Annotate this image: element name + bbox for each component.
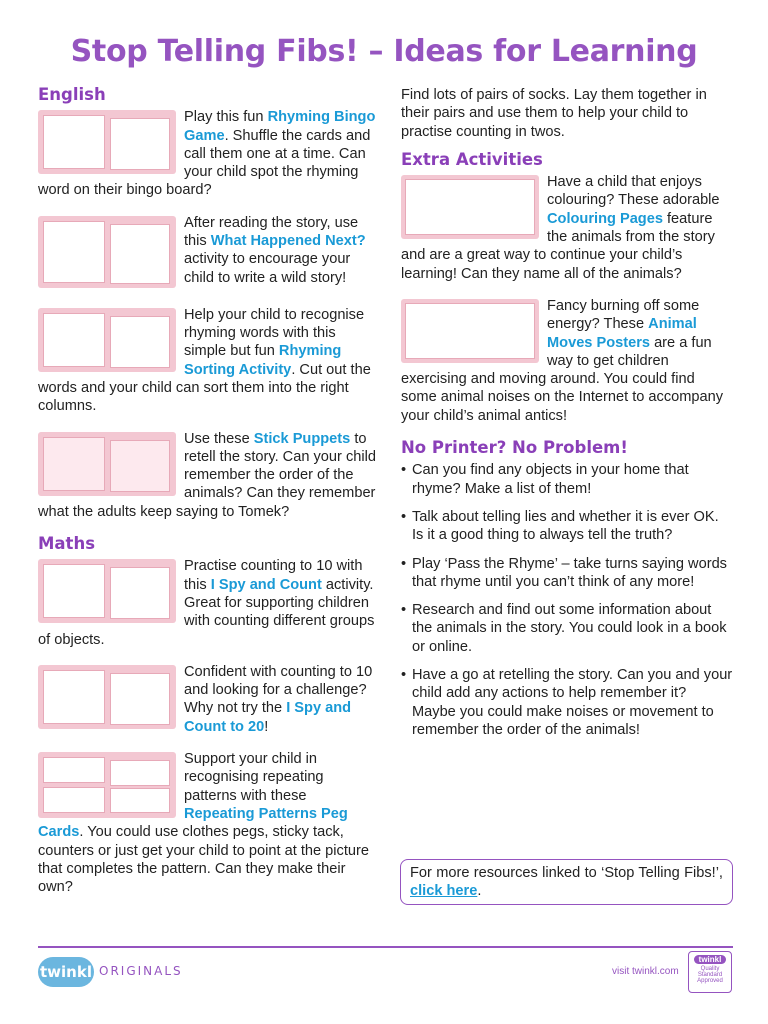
rhyming-bingo-activity: [38, 108, 376, 199]
bingo-board-image: [43, 115, 105, 169]
ispy-count-20-thumbnail[interactable]: [38, 665, 176, 729]
writing-sheet-image: [110, 224, 170, 284]
rhyming-sort-text-pre: Help your child to recognise rhyming words with this simple but fun: [184, 306, 365, 360]
peg-cards-text-post: . You could use clothes pegs, sticky tack, counters or just get your child to point at the picture that completes the pattern. Can they make their own?: [38, 824, 369, 896]
peg-card-4-image: [110, 788, 170, 813]
stick-puppets-activity: [38, 430, 376, 521]
ispy20-text-pre: Confident with counting to 10 and looking for a challenge? Why not try the: [184, 663, 373, 717]
page-title: Stop Telling Fibs! – Ideas for Learning: [70, 34, 698, 69]
ispy20-sheet-1-image: [43, 670, 105, 724]
list-item: • Research and find out some information about the animals in the story. You could look in a book or online.: [401, 601, 733, 656]
peg-cards-activity: [38, 750, 376, 896]
colouring-pages-activity: [401, 173, 733, 283]
ispy20-text-post: !: [264, 718, 269, 735]
stick-puppets-text-pre: Use these: [184, 430, 254, 447]
ispy-count-link[interactable]: I Spy and Count: [210, 576, 322, 593]
what-happened-next-link[interactable]: What Happened Next?: [210, 233, 366, 250]
more-resources-text: For more resources linked to ‘Stop Telling Fibs!’,: [410, 865, 723, 881]
peg-cards-thumbnail[interactable]: [38, 752, 176, 818]
what-happened-next-thumbnail[interactable]: [38, 216, 176, 288]
animal-moves-link[interactable]: Animal Moves Posters: [547, 316, 697, 351]
list-item: • Talk about telling lies and whether it is ever OK. Is it a good thing to always tell the truth?: [401, 508, 733, 545]
rhyming-bingo-text-post: . Shuffle the cards and call them one at a time. Can your child spot the rhyming word on their bingo board?: [38, 127, 371, 199]
peg-cards-link[interactable]: Repeating Patterns Peg Cards: [38, 805, 348, 841]
sorting-sheet-image: [43, 313, 105, 367]
ispy10-text-pre: Practise counting to 10 with this: [184, 558, 363, 593]
ispy-count-activity: [38, 557, 376, 648]
rhyming-bingo-link[interactable]: Rhyming Bingo Game: [184, 109, 376, 144]
animal-moves-thumbnail[interactable]: [401, 299, 539, 363]
peg-card-2-image: [110, 760, 170, 786]
moves-text-post: are a fun way to get children exercising and moving around. You could find some animal noises on the Internet to accompany your child’s animal antics!: [401, 334, 724, 424]
list-item: • Can you find any objects in your home that rhyme? Make a list of them!: [401, 461, 733, 498]
more-resources-box: [400, 859, 733, 905]
what-next-text-pre: After reading the story, use this: [184, 214, 359, 250]
tips-list: [401, 461, 733, 739]
english-heading: English: [38, 85, 106, 104]
more-resources-text-post: .: [477, 883, 482, 899]
ispy-sheet-1-image: [43, 564, 105, 618]
stick-puppets-thumbnail[interactable]: [38, 432, 176, 496]
peg-card-1-image: [43, 757, 105, 783]
colouring-sheets-image: [405, 179, 535, 235]
originals-label: ORIGINALS: [99, 964, 183, 978]
rhyming-bingo-text-pre: Play this fun: [184, 109, 268, 126]
list-item: • Have a go at retelling the story. Can you and your child add any actions to help remember it? Maybe you could make noises or movement to remember the order of the animals!: [401, 666, 733, 739]
ispy-count-thumbnail[interactable]: [38, 559, 176, 623]
extra-activities-heading: Extra Activities: [401, 149, 543, 169]
rhyming-sorting-activity: [38, 306, 376, 416]
what-happened-next-activity: [38, 214, 376, 292]
badge-logo: twinkl: [694, 955, 726, 964]
socks-text: Find lots of pairs of socks. Lay them together in their pairs and use them to help your child to practise counting in twos.: [401, 87, 707, 140]
left-column: [38, 86, 376, 910]
bingo-cards-image: [110, 118, 170, 170]
rhyming-bingo-thumbnail[interactable]: [38, 110, 176, 174]
peg-cards-text-pre: Support your child in recognising repeating patterns with these: [184, 751, 324, 804]
puppets-image: [43, 437, 105, 491]
ispy10-text-post: activity. Great for supporting children with counting different groups of objects.: [38, 576, 375, 648]
stick-puppets-text-post: to retell the story. Can your child remember the order of the animals? Can they remember what the adults keep saying to Tomek?: [38, 430, 376, 520]
colouring-pages-thumbnail[interactable]: [401, 175, 539, 239]
sorting-words-image: [110, 316, 170, 368]
twinkl-logo[interactable]: twinkl: [38, 957, 94, 987]
moves-text-pre: Fancy burning off some energy? These: [547, 297, 700, 333]
peg-card-3-image: [43, 787, 105, 813]
what-next-text-post: activity to encourage your child to write a wild story!: [184, 251, 351, 286]
ispy20-sheet-2-image: [110, 673, 170, 725]
footer-divider: [38, 946, 733, 948]
ispy-count-20-link[interactable]: I Spy and Count to 20: [184, 700, 352, 735]
visit-link[interactable]: visit twinkl.com: [612, 966, 679, 977]
no-printer-heading: No Printer? No Problem!: [401, 438, 628, 458]
moves-posters-image: [405, 303, 535, 359]
stick-puppets-link[interactable]: Stick Puppets: [253, 430, 351, 447]
maths-heading: Maths: [38, 534, 96, 554]
rhyming-sort-text-post: . Cut out the words and your child can sort them into the right columns.: [38, 361, 371, 415]
puppet-photo-image: [110, 440, 170, 492]
right-column: [401, 86, 733, 749]
list-item: • Play ‘Pass the Rhyme’ – take turns saying words that rhyme until you can’t think of any more!: [401, 555, 733, 592]
click-here-link[interactable]: click here: [410, 883, 478, 899]
colouring-pages-link[interactable]: Colouring Pages: [547, 210, 663, 227]
animal-moves-activity: [401, 297, 733, 425]
badge-text: Quality Standard Approved: [697, 966, 723, 984]
quality-badge: [688, 951, 732, 993]
story-sheet-image: [43, 221, 105, 283]
rhyming-sorting-thumbnail[interactable]: [38, 308, 176, 372]
rhyming-sorting-link[interactable]: Rhyming Sorting Activity: [184, 343, 342, 378]
colouring-text-pre: Have a child that enjoys colouring? These adorable: [547, 174, 720, 209]
colouring-text-post: feature the animals from the story and are a great way to continue your child’s learning! Can they name all of the animals?: [401, 210, 715, 282]
ispy-count-20-activity: [38, 663, 376, 736]
ispy-sheet-2-image: [110, 567, 170, 619]
